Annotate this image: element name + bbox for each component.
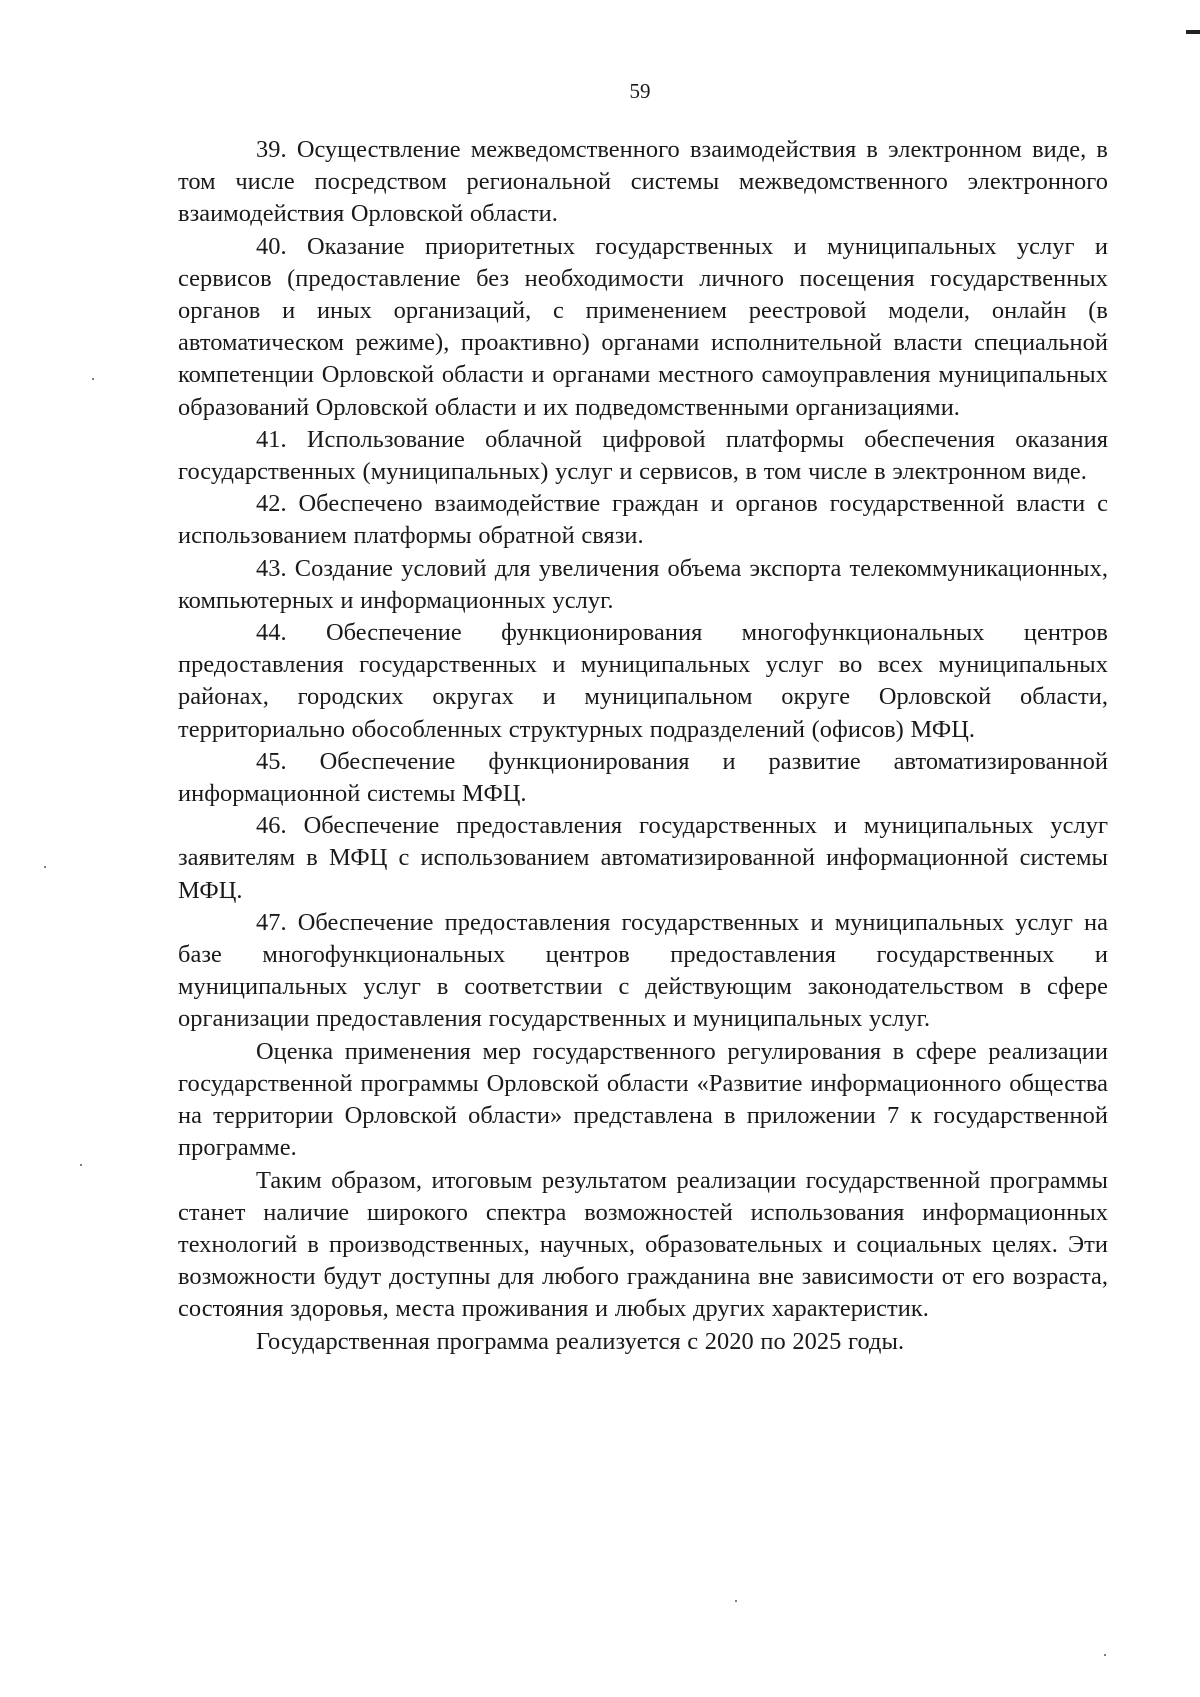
paragraph-program-period: Государственная программа реализуется с 2020 по 2025 годы. [256,1327,905,1355]
document-body [178,134,1108,1358]
page-number: 59 [629,79,651,103]
paragraph-item-45: 45. Обеспечение функционирования и развитие автоматизированной информационной системы МФЦ. [178,747,1108,808]
scan-speck [1104,1654,1106,1656]
paragraph-item-40: 40. Оказание приоритетных государственных и муниципальных услуг и сервисов (предоставление без необходимости личного посещения государственных органов и иных организаций, с применением реестровой модели, онлайн (в автоматическом режиме), проактивно) органами исполнительной власти специальной компетенции Орловской области и органами местного самоуправления муниципальных образований Орловской области и их подведомственными организациями. [178,232,1108,421]
paragraph-program-result: Таким образом, итоговым результатом реализации государственной программы станет наличие широкого спектра возможностей использования информационных технологий в производственных, научных, образовательных и социальных целях. Эти возможности будут доступны для любого гражданина вне зависимости от его возраста, состояния здоровья, места проживания и любых других характеристик. [178,1166,1108,1323]
scan-speck [735,1600,737,1602]
paragraph-regulation-assessment: Оценка применения мер государственного регулирования в сфере реализации государственной программы Орловской области «Развитие информационного общества на территории Орловской области» представлена в приложении 7 к государственной программе. [178,1037,1108,1162]
scan-speck [92,378,94,380]
paragraph-item-39: 39. Осуществление межведомственного взаимодействия в электронном виде, в том числе посредством региональной системы межведомственного электронного взаимодействия Орловской области. [178,136,1108,228]
scan-speck [44,866,46,868]
paragraph-item-42: 42. Обеспечено взаимодействие граждан и органов государственной власти с использованием платформы обратной связи. [178,490,1108,550]
paragraph-item-43: 43. Создание условий для увеличения объема экспорта телекоммуникационных, компьютерных и информационных услуг. [178,554,1108,614]
paragraph-item-47: 47. Обеспечение предоставления государственных и муниципальных услуг на базе многофункциональных центров предоставления государственных и муниципальных услуг в соответствии с действующим законодательством в сфере организации предоставления государственных и муниципальных услуг. [178,908,1108,1033]
paragraph-item-41: 41. Использование облачной цифровой платформы обеспечения оказания государственных (муниципальных) услуг и сервисов, в том числе в электронном виде. [178,425,1108,486]
scan-edge-mark [1186,30,1200,34]
paragraph-item-44: 44. Обеспечение функционирования многофункциональных центров предоставления государственных и муниципальных услуг во всех муниципальных районах, городских округах и муниципальном округе Орловской области, территориально обособленных структурных подразделений (офисов) МФЦ. [178,619,1108,743]
scan-speck [80,1164,82,1166]
paragraph-item-46: 46. Обеспечение предоставления государственных и муниципальных услуг заявителям в МФЦ с использованием автоматизированной информационной системы МФЦ. [178,812,1108,904]
